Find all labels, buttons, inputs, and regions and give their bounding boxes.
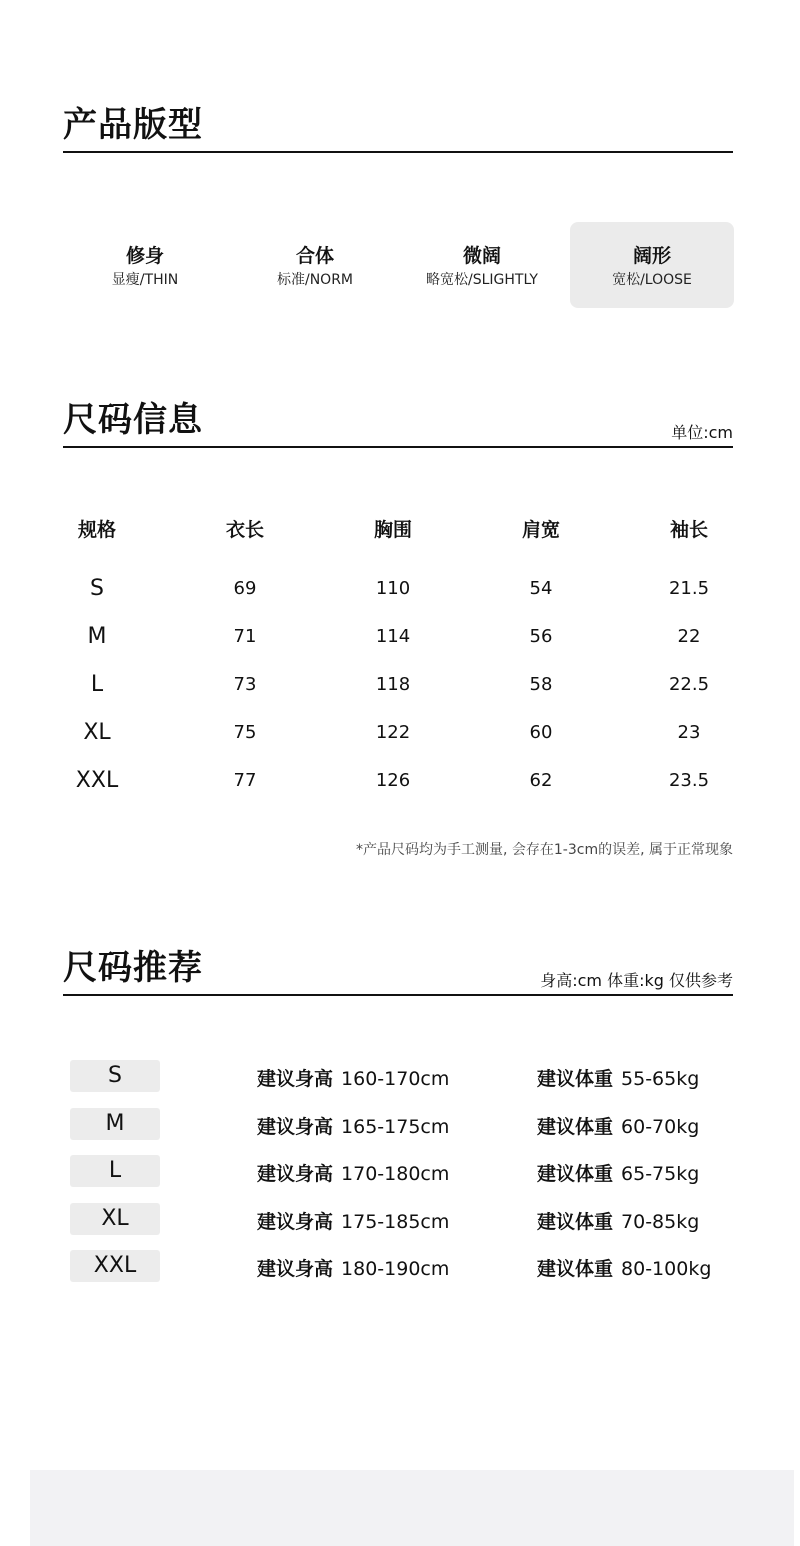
fit-option-subtitle: 标准/NORM [276,272,353,288]
size-table [23,505,763,804]
weight-label: 建议体重 [537,1068,614,1090]
table-cell: 23.5 [668,769,710,791]
table-cell: 62 [529,769,553,791]
size-pill: L [70,1155,160,1187]
table-cell: 60 [529,721,553,743]
list-item [70,1060,750,1108]
table-cell: 21.5 [668,577,710,599]
table-cell: 69 [233,577,257,599]
table-cell: 73 [233,673,257,695]
table-cell: 77 [233,769,257,791]
table-cell: 75 [233,721,257,743]
weight-recommendation [537,1254,711,1281]
height-value: 160-170cm [341,1068,450,1090]
fit-section-title: 产品版型 [63,105,203,145]
fit-section-divider [63,151,733,153]
height-value: 170-180cm [341,1163,450,1185]
height-value: 175-185cm [341,1210,450,1233]
size-pill: XXL [70,1250,160,1282]
footer-band [30,1470,794,1546]
recommend-list [70,1060,750,1298]
table-cell-size: XXL [75,767,119,793]
fit-option-subtitle: 略宽松/SLIGHTLY [426,272,538,288]
weight-recommendation [537,1159,699,1186]
list-item [70,1203,750,1251]
height-recommendation [257,1064,449,1091]
weight-recommendation [537,1064,699,1091]
fit-type-row [63,222,734,308]
list-item [70,1155,750,1203]
weight-label: 建议体重 [537,1210,614,1233]
size-pill: S [70,1060,160,1092]
weight-value: 65-75kg [621,1163,700,1185]
table-cell: 23 [677,721,701,743]
table-cell-size: M [87,623,107,649]
header-cell-length: 衣长 [225,518,264,541]
fit-option-subtitle: 宽松/LOOSE [612,272,692,288]
fit-option-norm [233,222,397,308]
height-value: 180-190cm [341,1258,450,1280]
table-cell: 126 [375,769,411,791]
recommend-title: 尺码推荐 [63,948,203,988]
fit-option-subtitle: 显瘦/THIN [111,272,179,288]
table-row [23,708,763,756]
table-cell: 22.5 [668,673,710,695]
table-cell: 22 [677,625,701,647]
table-cell: 54 [529,577,553,599]
table-row [23,756,763,804]
height-value: 165-175cm [341,1115,450,1138]
fit-option-name: 合体 [295,245,334,267]
table-row [23,564,763,612]
header-cell-sleeve: 袖长 [669,518,708,541]
size-pill: M [70,1108,160,1140]
recommend-divider [63,994,733,996]
table-cell-size: XL [83,719,111,745]
size-info-title: 尺码信息 [63,400,203,440]
table-row [23,612,763,660]
weight-value: 55-65kg [621,1068,700,1090]
table-cell: 114 [375,625,411,647]
table-row [23,660,763,708]
header-cell-chest: 胸围 [373,518,412,541]
size-info-unit: 单位:cm [671,423,733,442]
size-info-divider [63,446,733,448]
table-cell-size: S [90,575,104,601]
header-cell-shoulder: 肩宽 [521,518,560,541]
weight-recommendation [537,1112,699,1139]
header-cell-size: 规格 [77,518,116,541]
weight-label: 建议体重 [537,1163,614,1185]
height-recommendation [257,1254,449,1281]
table-cell: 71 [233,625,257,647]
height-recommendation [257,1159,449,1186]
table-cell: 122 [375,721,411,743]
weight-value: 70-85kg [621,1210,700,1233]
fit-option-loose-selected [570,222,734,308]
list-item [70,1108,750,1156]
measurement-note: *产品尺码均为手工测量, 会存在1-3cm的误差, 属于正常现象 [355,842,733,858]
height-label: 建议身高 [257,1163,334,1185]
table-cell: 118 [375,673,411,695]
table-cell: 110 [375,577,411,599]
weight-label: 建议体重 [537,1115,614,1138]
weight-value: 80-100kg [621,1258,712,1280]
fit-option-thin [63,222,227,308]
fit-option-slightly [400,222,564,308]
height-recommendation [257,1112,449,1139]
size-table-header [23,505,763,551]
height-label: 建议身高 [257,1115,334,1138]
height-label: 建议身高 [257,1258,334,1280]
weight-value: 60-70kg [621,1115,700,1138]
weight-label: 建议体重 [537,1258,614,1280]
weight-recommendation [537,1207,699,1234]
table-cell-size: L [90,671,104,697]
list-item [70,1250,750,1298]
table-cell: 56 [529,625,553,647]
table-cell: 58 [529,673,553,695]
height-label: 建议身高 [257,1210,334,1233]
height-label: 建议身高 [257,1068,334,1090]
fit-option-name: 阔形 [632,245,671,267]
fit-option-name: 修身 [125,245,164,267]
size-pill: XL [70,1203,160,1235]
fit-option-name: 微阔 [462,245,501,267]
height-recommendation [257,1207,449,1234]
recommend-unit: 身高:cm 体重:kg 仅供参考 [540,971,733,990]
